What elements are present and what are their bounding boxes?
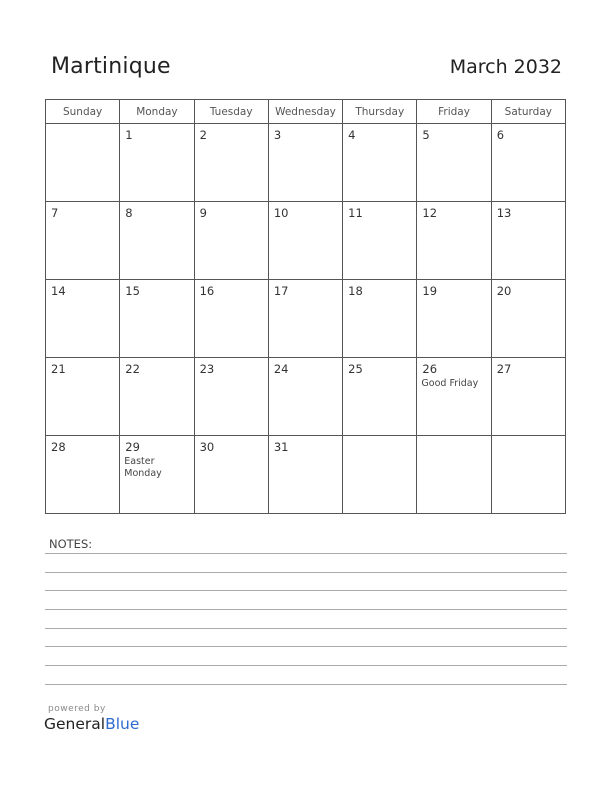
week-row <box>46 202 566 280</box>
day-cell <box>417 202 491 280</box>
day-number: 31 <box>273 440 289 454</box>
day-cell <box>268 436 342 514</box>
weekday-header: Friday <box>417 100 491 124</box>
day-cell <box>268 124 342 202</box>
week-row <box>46 436 566 514</box>
day-number: 26 <box>422 362 438 376</box>
day-cell <box>343 358 417 436</box>
note-line <box>45 684 567 685</box>
day-cell <box>343 202 417 280</box>
day-number: 12 <box>422 206 438 220</box>
day-cell <box>268 280 342 358</box>
note-line <box>45 646 567 647</box>
day-number: 10 <box>273 206 289 220</box>
day-cell <box>194 202 268 280</box>
day-number: 6 <box>496 128 505 142</box>
day-cell <box>120 280 194 358</box>
day-cell <box>491 358 565 436</box>
calendar-title: Martinique <box>51 54 171 79</box>
day-number: 20 <box>496 284 512 298</box>
brand-blue-text: Blue <box>105 715 140 733</box>
day-number: 7 <box>51 206 59 220</box>
day-cell <box>194 124 268 202</box>
brand-logo <box>44 715 139 733</box>
day-cell <box>46 358 120 436</box>
weekday-header: Saturday <box>491 100 565 124</box>
day-cell <box>46 280 120 358</box>
day-number: 16 <box>199 284 215 298</box>
day-cell <box>491 202 565 280</box>
day-cell <box>194 436 268 514</box>
weekday-header: Monday <box>120 100 194 124</box>
footer-branding <box>44 704 139 733</box>
day-cell <box>268 358 342 436</box>
day-number: 18 <box>348 284 363 298</box>
day-cell <box>46 202 120 280</box>
day-cell <box>46 124 120 202</box>
day-number: 30 <box>199 440 215 454</box>
day-number: 3 <box>273 128 282 142</box>
day-cell <box>417 124 491 202</box>
notes-label: NOTES: <box>49 537 93 551</box>
note-line <box>45 665 567 666</box>
day-number: 24 <box>273 362 289 376</box>
day-number: 23 <box>199 362 215 376</box>
day-cell <box>491 280 565 358</box>
week-row <box>46 280 566 358</box>
weekday-header-row <box>46 100 566 124</box>
day-cell <box>120 124 194 202</box>
day-cell <box>194 358 268 436</box>
day-number: 13 <box>496 206 512 220</box>
day-cell <box>343 436 417 514</box>
note-line <box>45 572 567 573</box>
powered-by-text: powered by <box>48 704 106 714</box>
day-number: 9 <box>199 206 207 220</box>
day-number: 4 <box>348 128 356 142</box>
day-cell <box>343 280 417 358</box>
day-cell <box>120 436 194 514</box>
day-cell <box>417 280 491 358</box>
day-number: 8 <box>125 206 133 220</box>
day-cell <box>343 124 417 202</box>
day-cell <box>417 436 491 514</box>
day-number: 17 <box>273 284 289 298</box>
note-line <box>45 609 567 610</box>
day-number: 19 <box>422 284 438 298</box>
calendar-grid <box>45 99 566 514</box>
day-number: 21 <box>51 362 66 376</box>
calendar-month: March 2032 <box>449 56 562 78</box>
holiday-label: Easter Monday <box>124 456 162 479</box>
day-cell <box>491 436 565 514</box>
week-row <box>46 124 566 202</box>
calendar-body <box>46 124 566 514</box>
day-number: 27 <box>496 362 512 376</box>
day-number: 2 <box>199 128 207 142</box>
weekday-header: Tuesday <box>194 100 268 124</box>
day-number: 25 <box>348 362 363 376</box>
day-cell <box>194 280 268 358</box>
day-number: 22 <box>125 362 140 376</box>
day-number: 15 <box>125 284 140 298</box>
day-cell <box>120 358 194 436</box>
day-number: 28 <box>51 440 66 454</box>
day-number: 14 <box>51 284 66 298</box>
note-line <box>45 553 567 554</box>
holiday-label: Good Friday <box>421 378 479 389</box>
day-number: 29 <box>125 440 140 454</box>
weekday-header: Wednesday <box>268 100 342 124</box>
day-cell <box>46 436 120 514</box>
day-cell <box>268 202 342 280</box>
note-line <box>45 628 567 629</box>
day-number: 11 <box>348 206 363 220</box>
day-cell <box>491 124 565 202</box>
day-cell <box>120 202 194 280</box>
brand-general-text: General <box>44 715 106 733</box>
day-number: 1 <box>125 128 133 142</box>
day-number: 5 <box>422 128 430 142</box>
weekday-header: Sunday <box>46 100 120 124</box>
weekday-header: Thursday <box>343 100 417 124</box>
week-row <box>46 358 566 436</box>
day-cell <box>417 358 491 436</box>
note-line <box>45 590 567 591</box>
